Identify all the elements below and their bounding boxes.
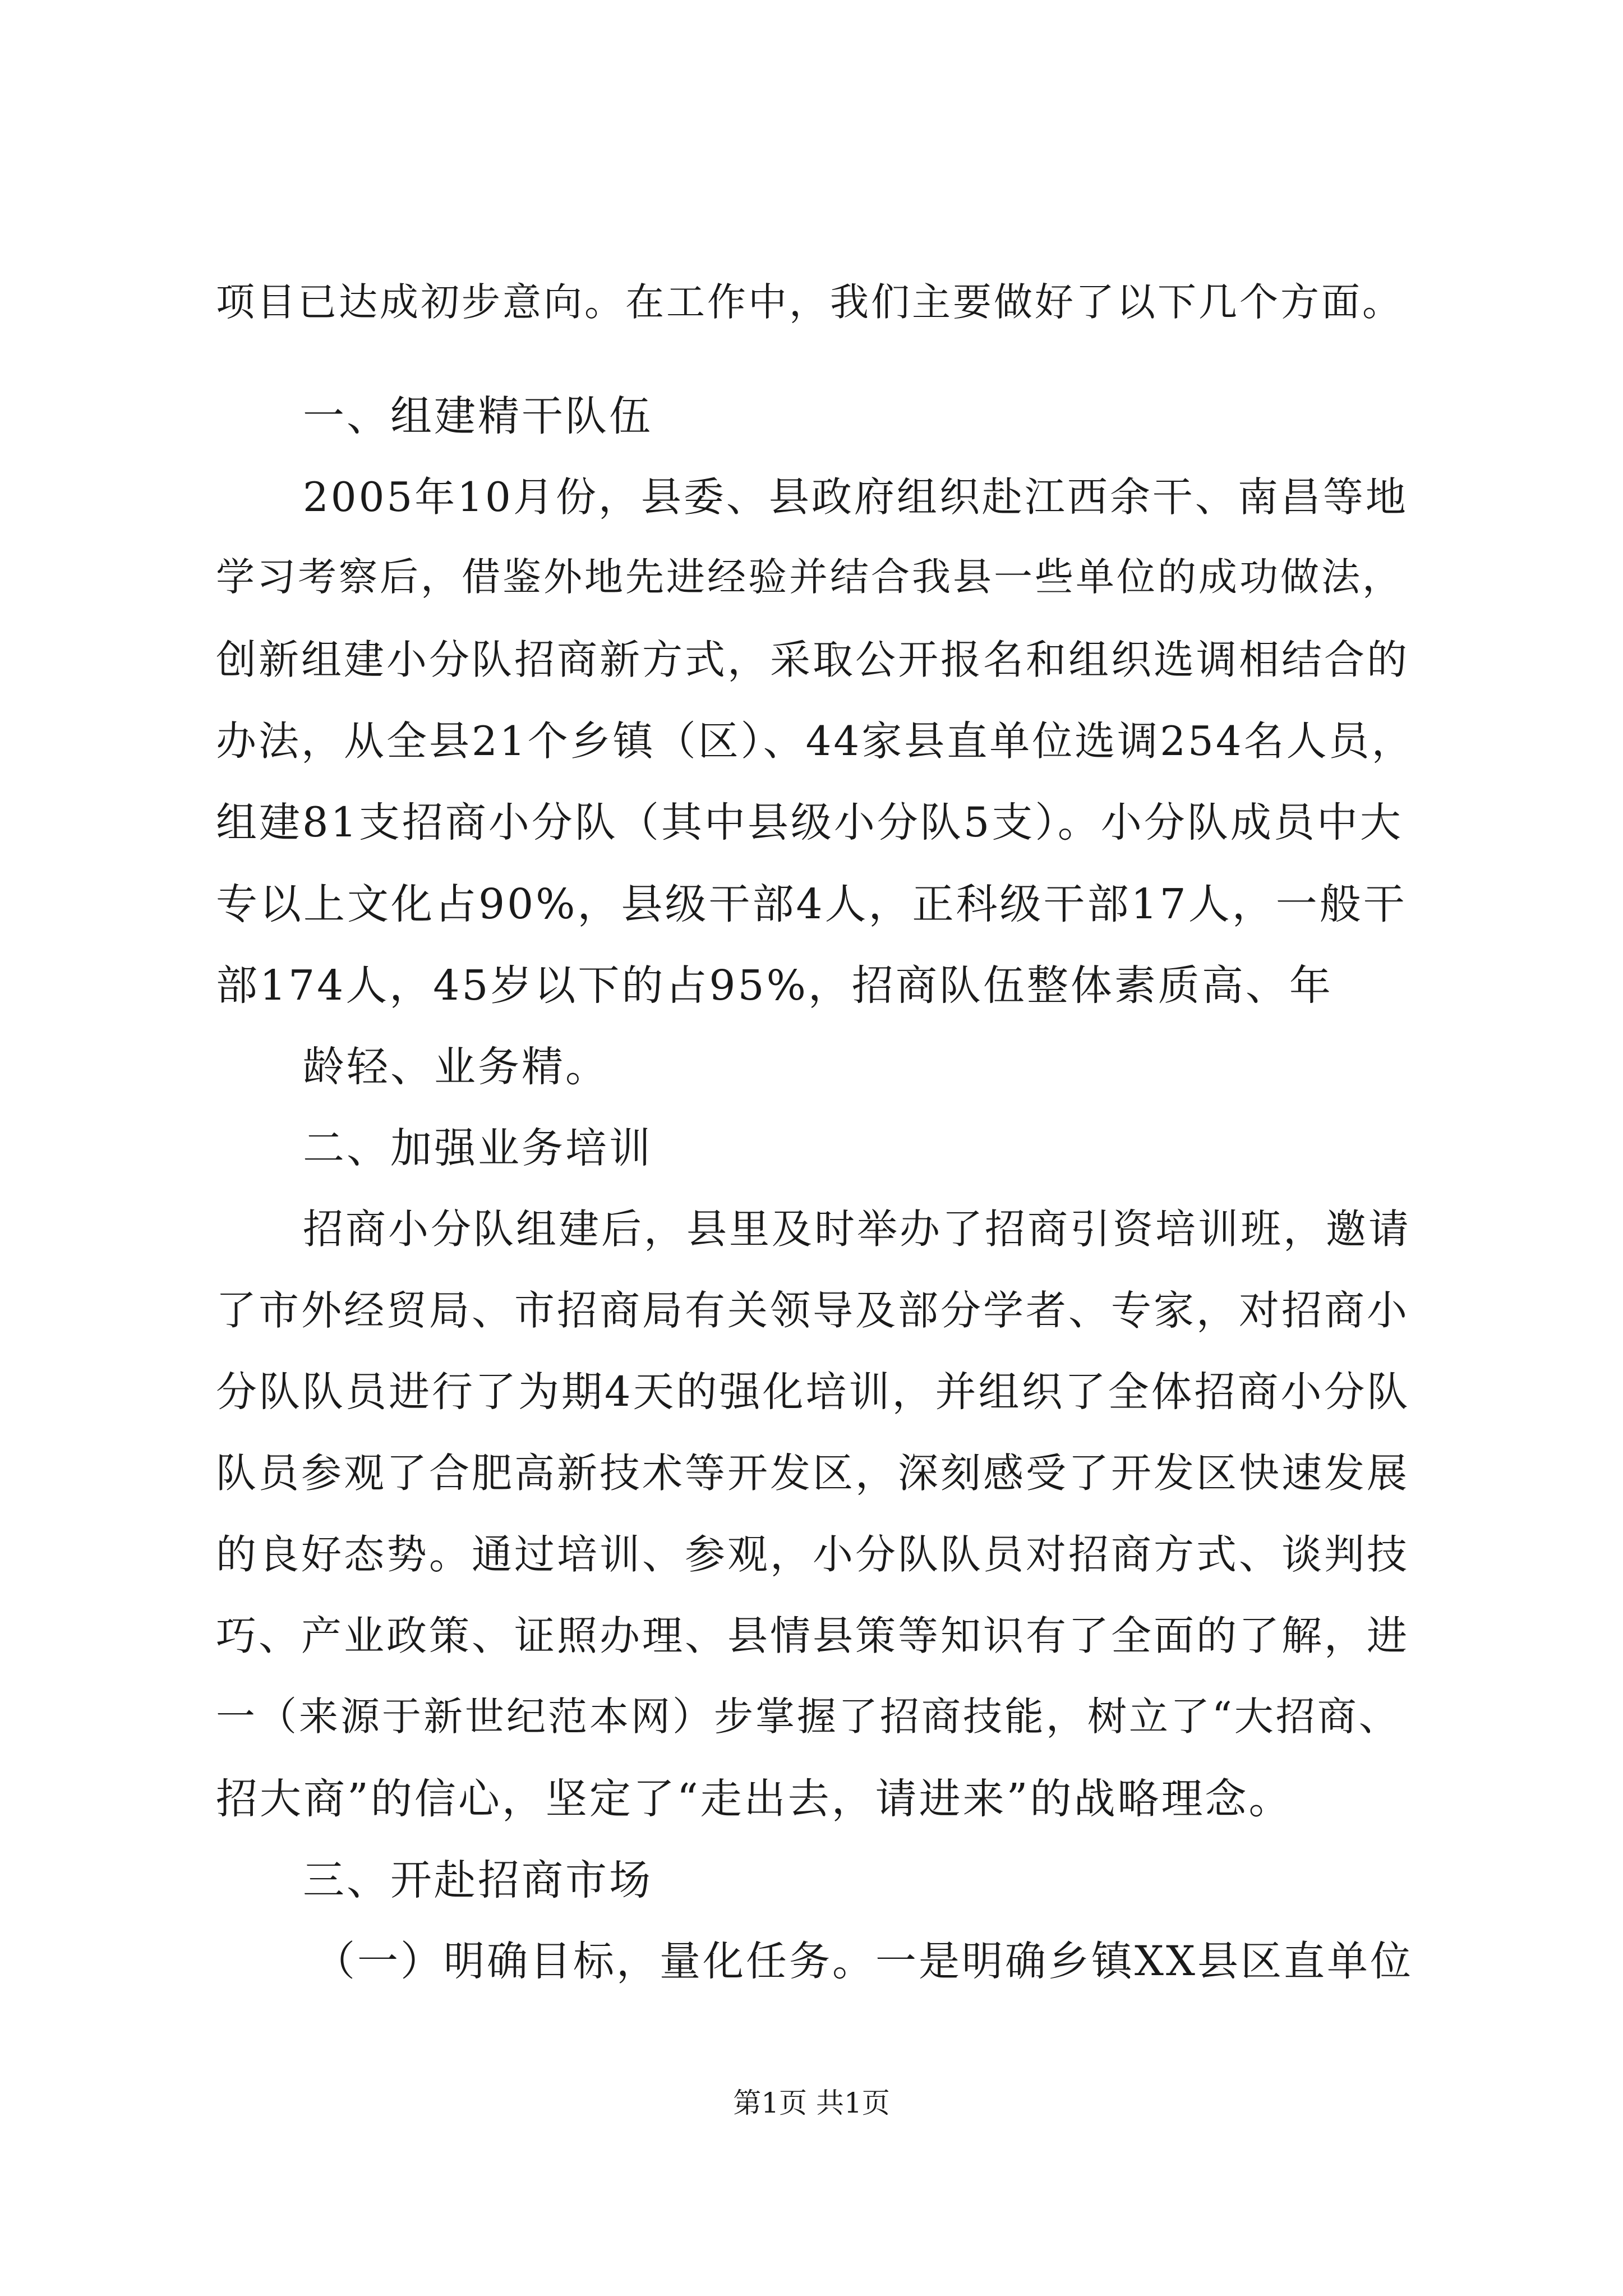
body-line-14: 分队队员进行了为期4天的强化培训，并组织了全体招商小分队 xyxy=(216,1368,1410,1416)
body-line-7: 组建81支招商小分队（其中县级小分队5支）。小分队成员中大 xyxy=(216,799,1403,846)
body-line-4: 学习考察后，借鉴外地先进经验并结合我县一些单位的成功做法， xyxy=(216,555,1403,600)
page-footer: 第1页 共1页 xyxy=(733,2087,890,2119)
body-line-12: 招商小分队组建后，县里及时举办了招商引资培训班，邀请 xyxy=(303,1205,1412,1253)
body-line-21: （一）明确目标，量化任务。一是明确乡镇XX县区直单位 xyxy=(314,1938,1413,1985)
body-line-19: 招大商”的信心，坚定了“走出去，请进来”的战略理念。 xyxy=(216,1775,1293,1823)
body-line-18: 一（来源于新世纪范本网）步掌握了招商技能，树立了“大招商、 xyxy=(216,1694,1400,1740)
body-line-5: 创新组建小分队招商新方式，采取公开报名和组织选调相结合的 xyxy=(216,636,1410,683)
body-line-8: 专以上文化占90%，县级干部4人，正科级干部17人，一般干 xyxy=(216,880,1407,928)
section-heading-3: 三、开赴招商市场 xyxy=(303,1856,653,1904)
body-line-13: 了市外经贸局、市招商局有关领导及部分学者、专家，对招商小 xyxy=(216,1287,1410,1334)
section-heading-1: 一、组建精干队伍 xyxy=(303,392,653,440)
body-line-10: 龄轻、业务精。 xyxy=(303,1043,609,1091)
body-line-1: 项目已达成初步意向。在工作中，我们主要做好了以下几个方面。 xyxy=(216,280,1403,325)
body-line-16: 的良好态势。通过培训、参观，小分队队员对招商方式、谈判技 xyxy=(216,1531,1410,1578)
body-line-6: 办法，从全县21个乡镇（区）、44家县直单位选调254名人员， xyxy=(216,717,1414,765)
section-heading-2: 二、加强业务培训 xyxy=(303,1124,653,1172)
body-line-17: 巧、产业政策、证照办理、县情县策等知识有了全面的了解，进 xyxy=(216,1612,1410,1659)
body-line-15: 队员参观了合肥高新技术等开发区，深刻感受了开发区快速发展 xyxy=(216,1450,1410,1497)
body-line-9: 部174人，45岁以下的占95%，招商队伍整体素质高、年 xyxy=(216,961,1333,1010)
body-line-3: 2005年10月份，县委、县政府组织赴江西余干、南昌等地 xyxy=(303,473,1408,521)
